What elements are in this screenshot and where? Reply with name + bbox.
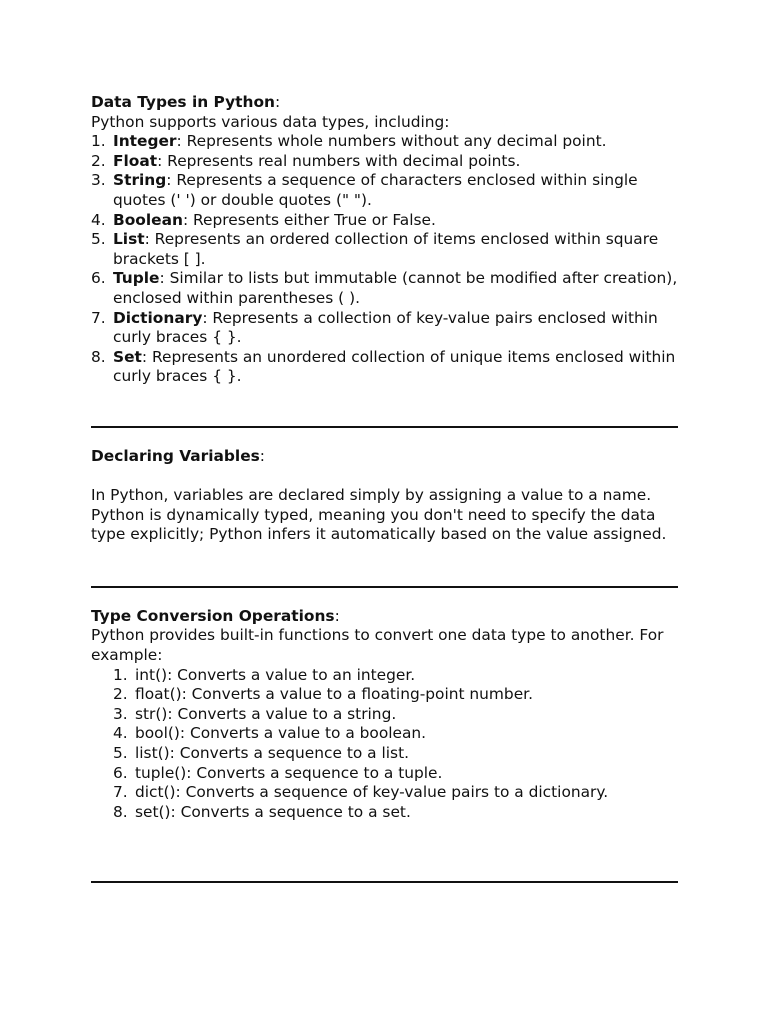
type-conversion-title: Type Conversion Operations <box>91 606 335 625</box>
list-item <box>91 230 681 269</box>
list-item-desc: : Represents an unordered collection of unique items enclosed within curly braces { }. <box>113 347 676 386</box>
spacer <box>91 428 681 447</box>
list-item-number: 1. <box>113 665 128 684</box>
list-item <box>91 764 681 784</box>
list-item-term: Float <box>113 151 158 170</box>
list-item-term: Integer <box>113 132 177 151</box>
list-item-term: Tuple <box>113 269 160 288</box>
list-item-number: 6. <box>91 269 106 288</box>
list-item-number: 5. <box>91 230 106 249</box>
list-item-term: Dictionary <box>113 308 203 327</box>
list-item <box>91 666 681 686</box>
list-item-number: 7. <box>113 783 128 802</box>
horizontal-rule <box>91 881 678 883</box>
type-conversion-list <box>91 666 681 823</box>
data-types-intro: Python supports various data types, including: <box>91 112 450 131</box>
list-item <box>91 171 681 210</box>
data-types-list <box>91 132 681 387</box>
spacer <box>91 588 681 607</box>
list-item-number: 8. <box>113 802 128 821</box>
list-item-text: dict(): Converts a sequence of key-value pairs to a dictionary. <box>135 783 609 802</box>
list-item <box>91 783 681 803</box>
list-item-number: 2. <box>113 685 128 704</box>
list-item-number: 2. <box>91 151 106 170</box>
list-item-text: int(): Converts a value to an integer. <box>135 665 416 684</box>
list-item-term: Set <box>113 347 142 366</box>
list-item-desc: : Similar to lists but immutable (cannot be modified after creation), enclosed within parentheses ( ). <box>113 269 678 307</box>
list-item-number: 1. <box>91 132 106 151</box>
list-item-number: 5. <box>113 744 128 763</box>
list-item-number: 6. <box>113 763 128 782</box>
data-types-title: Data Types in Python <box>91 93 275 111</box>
heading-colon: : <box>334 606 340 625</box>
list-item-number: 3. <box>91 171 106 190</box>
spacer <box>91 545 681 586</box>
list-item-number: 4. <box>113 724 128 743</box>
list-item-desc: : Represents an ordered collection of items enclosed within square brackets [ ]. <box>113 230 659 268</box>
list-item-desc: : Represents a sequence of characters enclosed within single quotes (' ') or double quotes (" "). <box>113 171 638 209</box>
spacer <box>91 822 681 881</box>
list-item-number: 4. <box>91 210 106 229</box>
list-item-desc: : Represents real numbers with decimal points. <box>157 151 521 170</box>
list-item-desc: : Represents a collection of key-value pairs enclosed within curly braces { }. <box>113 308 658 347</box>
declaring-variables-heading <box>91 447 681 467</box>
spacer <box>91 467 681 487</box>
list-item <box>91 724 681 744</box>
list-item-desc: : Represents either True or False. <box>182 210 436 229</box>
document-content <box>91 93 681 883</box>
type-conversion-heading <box>91 607 681 627</box>
list-item-text: bool(): Converts a value to a boolean. <box>135 724 427 743</box>
list-item <box>91 348 681 387</box>
list-item <box>91 744 681 764</box>
list-item <box>91 705 681 725</box>
list-item <box>91 132 681 152</box>
list-item-desc: : Represents whole numbers without any decimal point. <box>176 132 607 151</box>
list-item-text: set(): Converts a sequence to a set. <box>135 802 411 821</box>
type-conversion-intro: Python provides built-in functions to convert one data type to another. For example: <box>91 626 664 665</box>
list-item-number: 8. <box>91 347 106 366</box>
list-item <box>91 309 681 348</box>
list-item-term: String <box>113 171 167 190</box>
list-item-number: 7. <box>91 308 106 327</box>
list-item-text: list(): Converts a sequence to a list. <box>135 744 410 763</box>
list-item <box>91 685 681 705</box>
heading-colon: : <box>274 93 281 111</box>
declaring-variables-title: Declaring Variables <box>91 446 260 465</box>
list-item-text: float(): Converts a value to a floating-point number. <box>135 685 533 704</box>
spacer <box>91 387 681 426</box>
list-item <box>91 152 681 172</box>
data-types-heading <box>91 93 681 113</box>
list-item <box>91 211 681 231</box>
list-item-text: tuple(): Converts a sequence to a tuple. <box>135 763 443 782</box>
list-item-number: 3. <box>113 704 128 723</box>
heading-colon: : <box>259 446 265 465</box>
list-item <box>91 803 681 823</box>
list-item-term: Boolean <box>113 210 183 229</box>
list-item <box>91 269 681 308</box>
list-item-term: List <box>113 230 145 249</box>
declaring-variables-body: In Python, variables are declared simply by assigning a value to a name. Python is dynamically typed, meaning you don't need to specify the data type explicitly; Python infers it automatically based on the value assigned. <box>91 486 667 544</box>
list-item-text: str(): Converts a value to a string. <box>135 704 397 723</box>
